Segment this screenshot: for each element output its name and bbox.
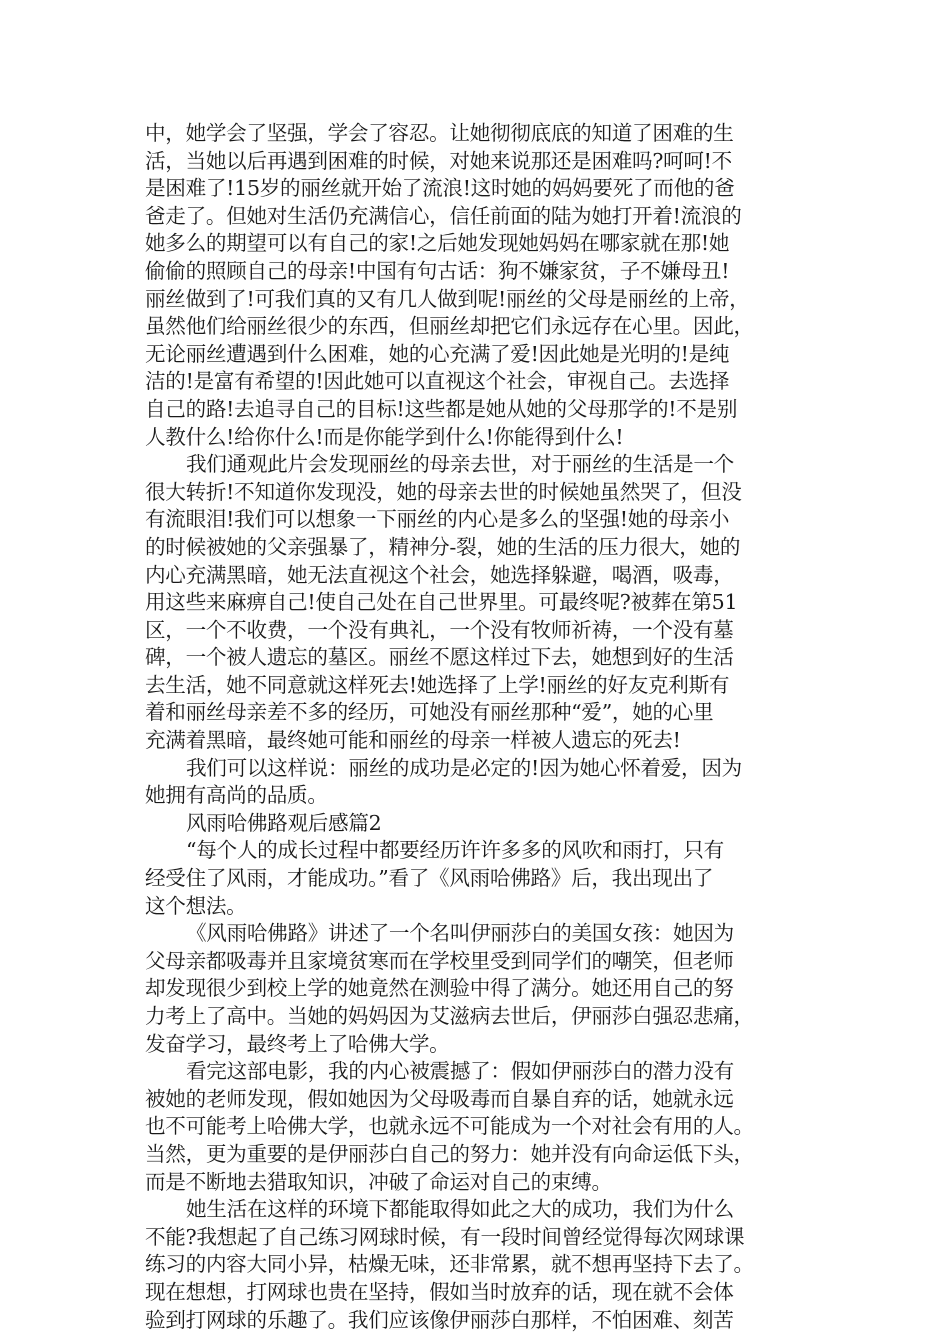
- text-line: 洁的!是富有希望的!因此她可以直视这个社会，审视自己。去选择: [145, 369, 730, 394]
- text-line: 现在想想，打网球也贵在坚持，假如当时放弃的话，现在就不会体: [145, 1279, 734, 1304]
- text-line: 内心充满黑暗，她无法直视这个社会，她选择躲避，喝酒，吸毒，: [145, 562, 734, 587]
- text-line: “每个人的成长过程中都要经历许许多多的风吹和雨打，只有: [186, 838, 724, 863]
- text-line: 自己的路!去追寻自己的目标!这些都是她从她的父母那学的!不是别: [145, 396, 738, 421]
- text-line: 虽然他们给丽丝很少的东西，但丽丝却把它们永远存在心里。因此，: [145, 314, 754, 339]
- text-line: 碑，一个被人遗忘的墓区。丽丝不愿这样过下去，她想到好的生活: [145, 645, 734, 670]
- text-line: 当然，更为重要的是伊丽莎白自己的努力：她并没有向命运低下头，: [145, 1141, 754, 1166]
- text-line: 看完这部电影，我的内心被震撼了：假如伊丽莎白的潜力没有: [186, 1059, 734, 1084]
- text-line: 人教什么!给你什么!而是你能学到什么!你能得到什么!: [145, 424, 624, 449]
- text-line: 的时候被她的父亲强暴了，精神分-裂，她的生活的压力很大，她的: [145, 534, 741, 559]
- text-line: 中，她学会了坚强，学会了容忍。让她彻彻底底的知道了困难的生: [145, 121, 734, 145]
- text-line: 而是不断地去猎取知识，冲破了命运对自己的束缚。: [145, 1169, 612, 1194]
- text-line: 验到打网球的乐趣了。我们应该像伊丽莎白那样，不怕困难、刻苦: [145, 1307, 734, 1332]
- text-line: 却发现很少到校上学的她竟然在测验中得了满分。她还用自己的努: [145, 976, 734, 1001]
- text-line: 父母亲都吸毒并且家境贫寒而在学校里受到同学们的嘲笑，但老师: [145, 948, 734, 973]
- document-page: [145, 120, 810, 1334]
- text-line: 她多么的期望可以有自己的家!之后她发现她妈妈在哪家就在那!她: [145, 231, 730, 256]
- text-line: 力考上了高中。当她的妈妈因为艾滋病去世后，伊丽莎白强忍悲痛，: [145, 1004, 754, 1028]
- text-line: 我们可以这样说：丽丝的成功是必定的!因为她心怀着爱，因为: [186, 755, 742, 780]
- text-line: 也不可能考上哈佛大学，也就永远不可能成为一个对社会有用的人。: [145, 1114, 754, 1139]
- text-line: 我们通观此片会发现丽丝的母亲去世，对于丽丝的生活是一个: [186, 452, 734, 477]
- text-line: 发奋学习，最终考上了哈佛大学。: [145, 1031, 450, 1056]
- text-line: 不能?我想起了自己练习网球时候，有一段时间曾经觉得每次网球课: [145, 1224, 745, 1249]
- text-line: 丽丝做到了!可我们真的又有几人做到呢!丽丝的父母是丽丝的上帝，: [145, 286, 750, 311]
- text-line: 偷偷的照顾自己的母亲!中国有句古话：狗不嫌家贫，子不嫌母丑!: [145, 258, 730, 283]
- text-line: 经受住了风雨，才能成功。”看了《风雨哈佛路》后，我出现出了: [145, 866, 714, 891]
- text-line: 是困难了!15岁的丽丝就开始了流浪!这时她的妈妈要死了而他的爸: [145, 176, 735, 201]
- text-line: 被她的老师发现，假如她因为父母吸毒而自暴自弃的话，她就永远: [145, 1086, 734, 1111]
- text-line: 她拥有高尚的品质。: [145, 783, 328, 808]
- text-line: 用这些来麻痹自己!使自己处在自己世界里。可最终呢?被葬在第51: [145, 590, 738, 615]
- text-line: 区，一个不收费，一个没有典礼，一个没有牧师祈祷，一个没有墓: [145, 617, 734, 642]
- text-line: 这个想法。: [145, 893, 247, 918]
- text-line: 风雨哈佛路观后感篇2: [186, 810, 382, 835]
- text-line: 活，当她以后再遇到困难的时候，对她来说那还是困难吗?呵呵!不: [145, 148, 732, 173]
- text-line: 爸走了。但她对生活仍充满信心，信任前面的陆为她打开着!流浪的: [145, 203, 742, 228]
- text-line: 有流眼泪!我们可以想象一下丽丝的内心是多么的坚强!她的母亲小: [145, 507, 730, 532]
- text-line: 《风雨哈佛路》讲述了一个名叫伊丽莎白的美国女孩：她因为: [186, 921, 734, 946]
- text-line: 着和丽丝母亲差不多的经历，可她没有丽丝那种“爱”，她的心里: [145, 700, 714, 725]
- text-line: 去生活，她不同意就这样死去!她选择了上学!丽丝的好友克利斯有: [145, 672, 730, 697]
- text-line: 练习的内容大同小异，枯燥无味，还非常累，就不想再坚持下去了。: [145, 1252, 754, 1277]
- text-line: 她生活在这样的环境下都能取得如此之大的成功，我们为什么: [186, 1197, 734, 1222]
- text-line: 充满着黑暗，最终她可能和丽丝的母亲一样被人遗忘的死去!: [145, 728, 681, 753]
- text-line: 无论丽丝遭遇到什么困难，她的心充满了爱!因此她是光明的!是纯: [145, 341, 730, 366]
- text-line: 很大转折!不知道你发现没，她的母亲去世的时候她虽然哭了，但没: [145, 479, 742, 504]
